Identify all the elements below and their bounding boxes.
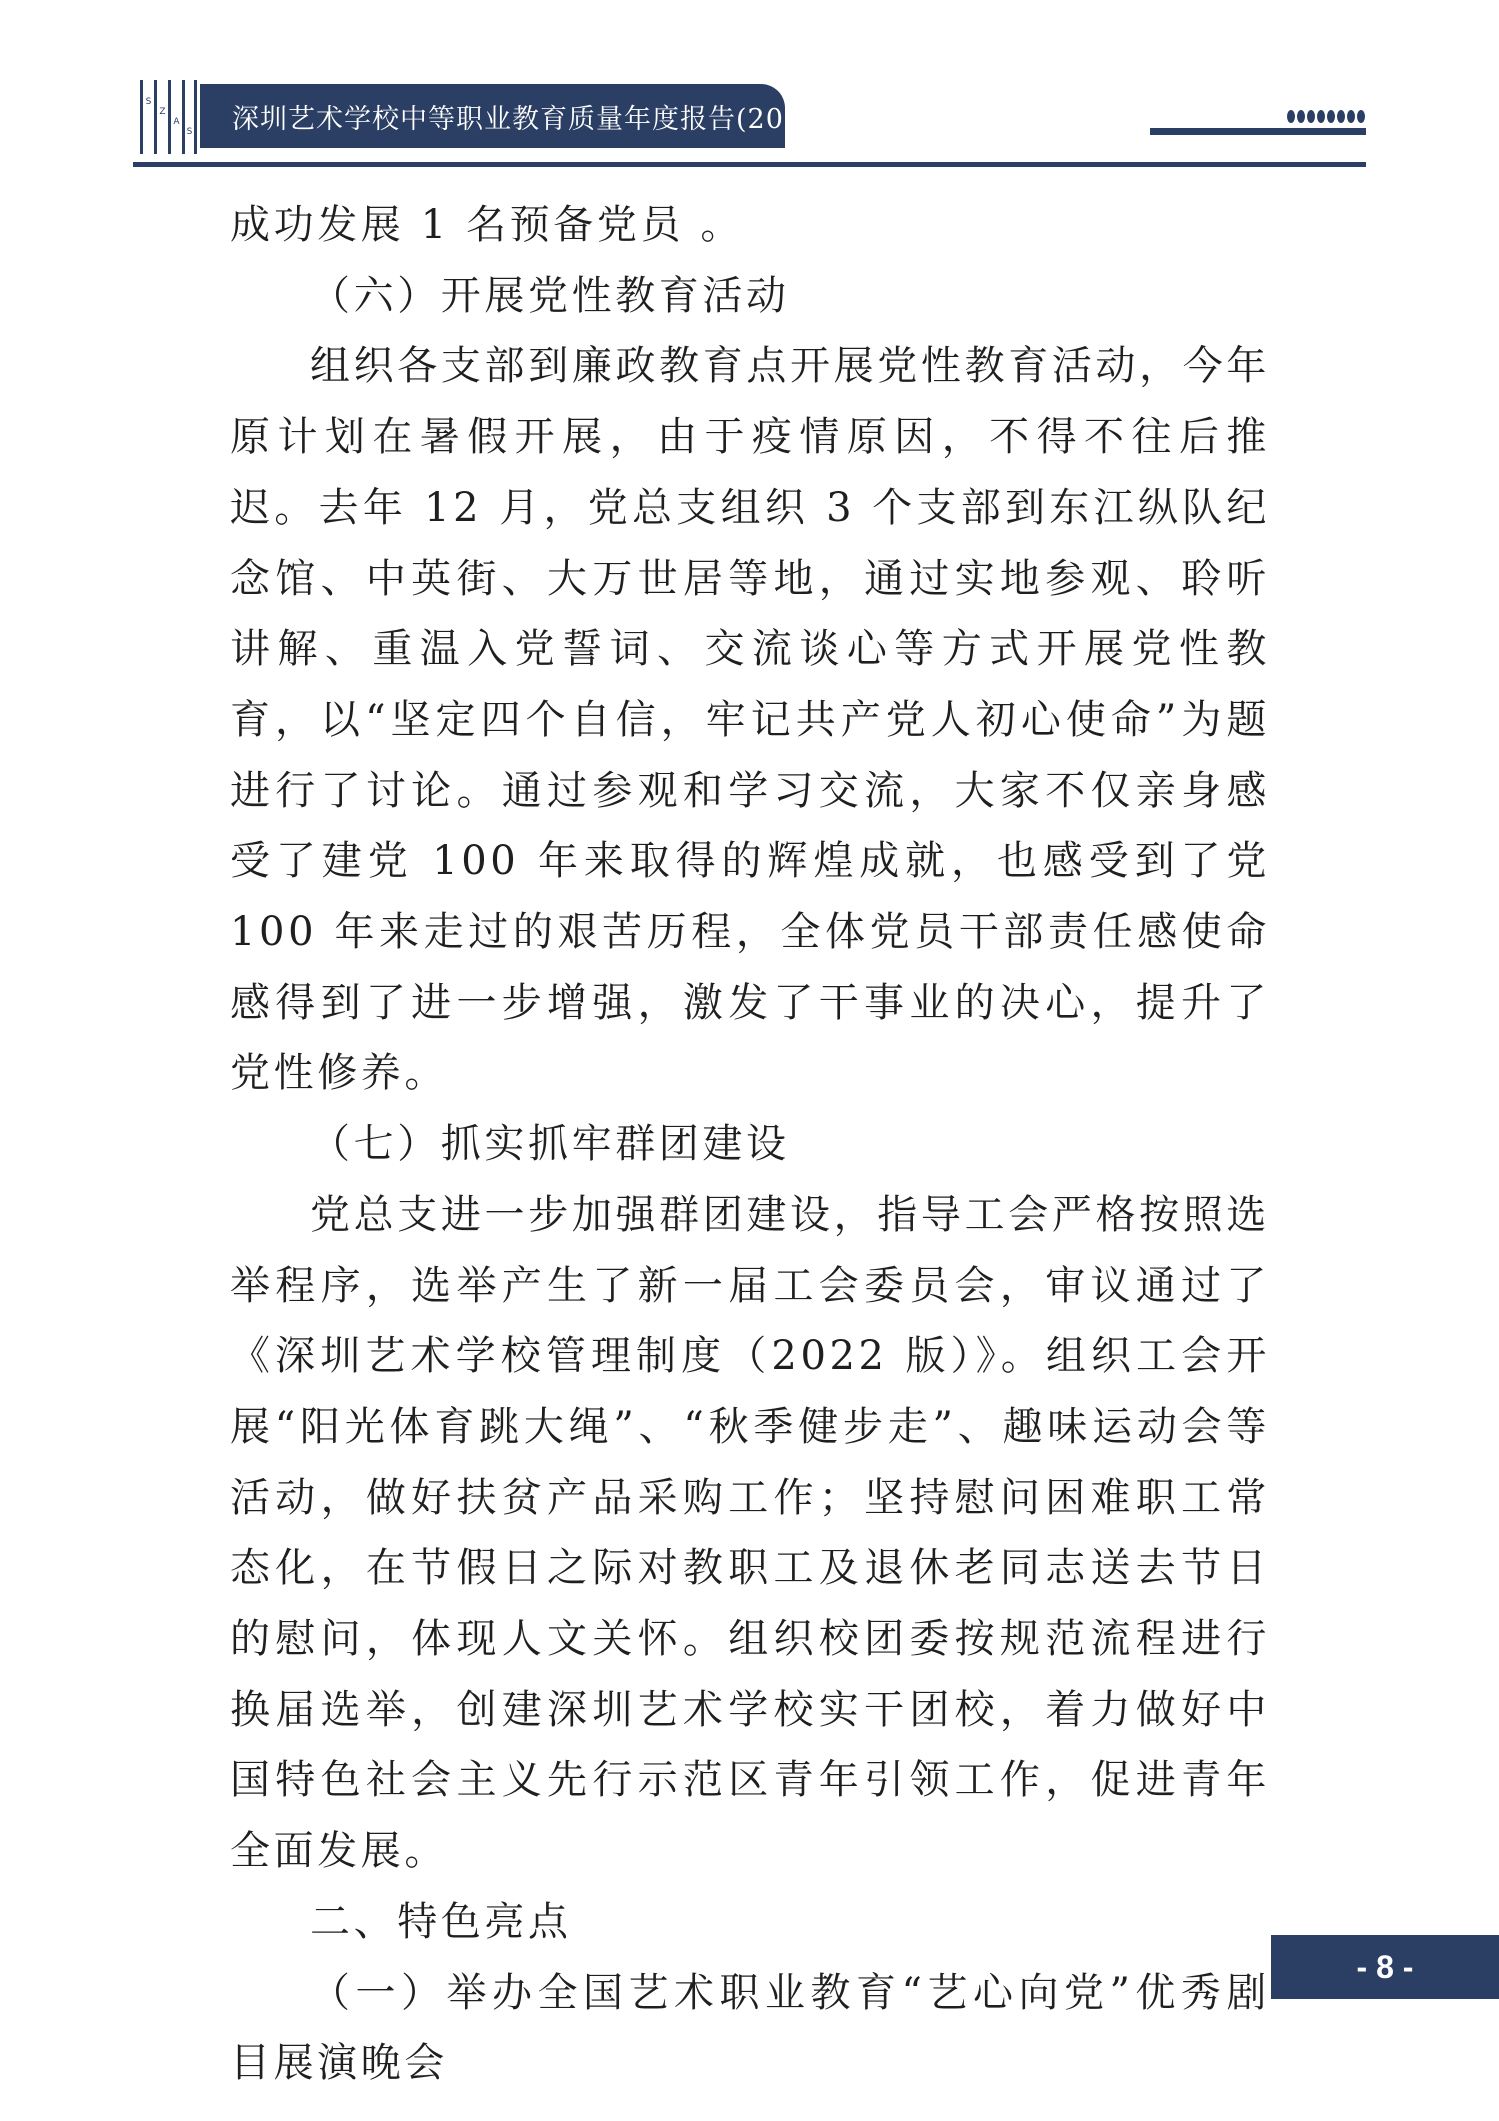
chapter-heading-highlights: 二、特色亮点 <box>310 1898 572 1945</box>
paragraph-party-education: 组织各支部到廉政教育点开展党性教育活动，今年原计划在暑假开展，由于疫情原因，不得不往后推迟。去年 12 月，党总支组织 3 个支部到东江纵队纪念馆、中英街、大万世居等地，通过实地参观、聆听讲解、重温入党誓词、交流谈心等方式开展党性教育，以“坚定四个自信，牢记共产党人初心使命”为题进行了讨论。通过参观和学习交流，大家不仅亲身感受了建党 100 年来取得的辉煌成就，也感受到了党 100 年来走过的艰苦历程，全体党员干部责任感使命感得到了进一步增强，激发了干事业的决心，提升了党性修养。 <box>230 343 1270 1097</box>
section-heading-1: （一）举办全国艺术职业教育“艺心向党”优秀剧目展演晚会 <box>230 1969 1270 2087</box>
paragraph-mass-organizations: 党总支进一步加强群团建设，指导工会严格按照选举程序，选举产生了新一届工会委员会，审议通过了《深圳艺术学校管理制度（2022 版）》。组织工会开展“阳光体育跳大绳”、“秋季健步走”、趣味运动会等活动，做好扶贫产品采购工作；坚持慰问困难职工常态化，在节假日之际对教职工及退休老同志送去节日的慰问，体现人文关怀。组织校团委按规范流程进行换届选举，创建深圳艺术学校实干团校，着力做好中国特色社会主义先行示范区青年引领工作，促进青年全面发展。 <box>230 1191 1270 1875</box>
header-divider <box>133 162 1366 167</box>
decorative-dots <box>1287 110 1365 123</box>
page-number: - 8 - <box>1356 1948 1414 1985</box>
svg-text:S: S <box>145 97 152 107</box>
header-accent-bar <box>1150 128 1366 135</box>
school-logo <box>138 80 198 154</box>
report-title: 深圳艺术学校中等职业教育质量年度报告(2023) <box>232 103 832 135</box>
section-heading-7: （七）抓实抓牢群团建设 <box>310 1121 790 1168</box>
page-body <box>230 190 1270 2099</box>
page-number-box <box>1271 1935 1499 1999</box>
paragraph-continuation: 成功发展 1 名预备党员 。 <box>230 202 744 248</box>
svg-text:S: S <box>186 127 193 137</box>
svg-text:A: A <box>173 117 180 127</box>
svg-text:Z: Z <box>159 107 166 117</box>
header-banner <box>200 84 832 148</box>
section-heading-6: （六）开展党性教育活动 <box>310 272 790 319</box>
